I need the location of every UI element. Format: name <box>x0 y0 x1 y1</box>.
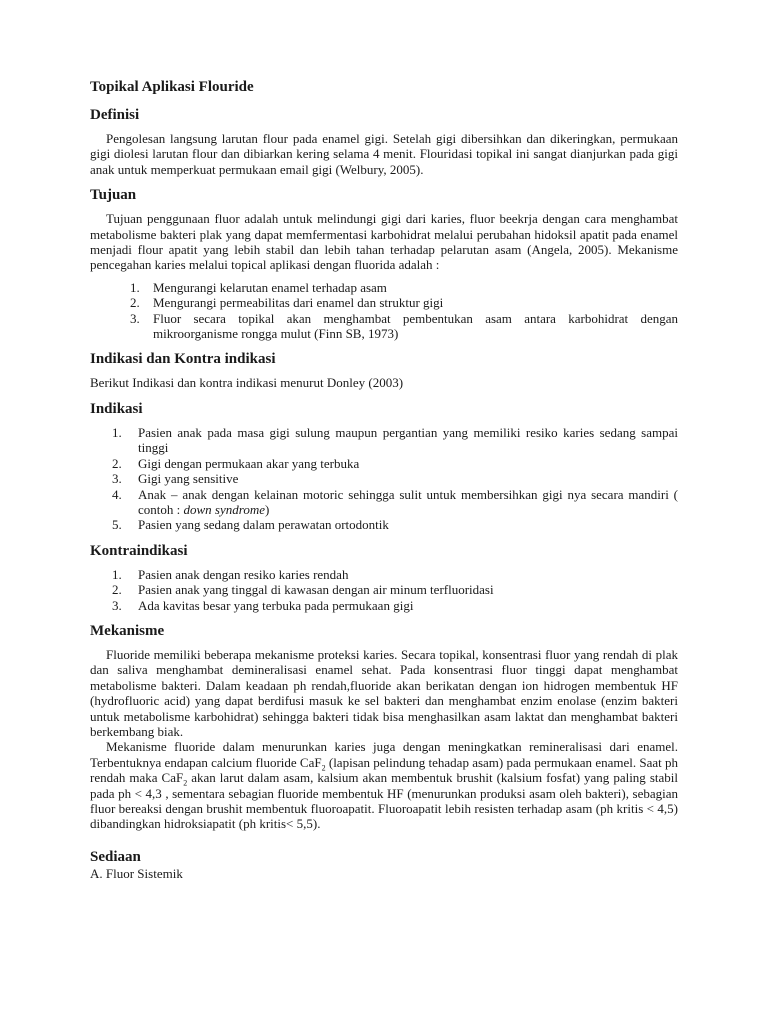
list-item <box>90 598 678 613</box>
indikasi-kontra-paragraph: Berikut Indikasi dan kontra indikasi menurut Donley (2003) <box>90 375 404 391</box>
mekanisme-paragraph-2 <box>90 739 678 831</box>
tujuan-paragraph: Tujuan penggunaan fluor adalah untuk melindungi gigi dari karies, fluor beekrja dengan cara menghambat metabolisme bakteri plak yang dapat memfermentasi karbohidrat melalui perubahan hidoksil apatit pada enamel menjadi flour apatit yang lebih stabil dan lebih tahan terhadap pelarutan asam (Angela, 2005). Mekanisme pencegahan karies melalui topical aplikasi dengan fluorida adalah : <box>90 211 678 273</box>
heading-kontraindikasi: Kontraindikasi <box>90 542 188 559</box>
list-text-italic: down syndrome <box>183 501 265 517</box>
list-item <box>90 471 678 486</box>
list-item <box>90 582 678 597</box>
list-item <box>90 456 678 471</box>
list-number: 1. <box>112 566 122 582</box>
list-item <box>90 280 678 295</box>
heading-definisi: Definisi <box>90 107 140 123</box>
kontraindikasi-list <box>90 567 678 613</box>
heading-indikasi: Indikasi <box>90 400 143 417</box>
mekanisme-text-a: Mekanisme fluoride dalam menurunkan karies juga dengan meningkatkan remineralisasi dari enamel. Terbentuknya endapan calcium fluoride CaF <box>90 739 678 770</box>
list-number: 4. <box>112 486 122 502</box>
list-item <box>90 425 678 456</box>
list-text: Mengurangi kelarutan enamel terhadap asam <box>153 279 387 295</box>
definisi-paragraph: Pengolesan langsung larutan flour pada enamel gigi. Setelah gigi dibersihkan dan dikeringkan, permukaan gigi diolesi larutan flour dan dibiarkan kering selama 4 menit. Flouridasi topikal ini sangat dianjurkan pada gigi anak untuk memperkuat permukaan email gigi (Welbury, 2005). <box>90 131 678 177</box>
heading-indikasi-kontra: Indikasi dan Kontra indikasi <box>90 351 276 368</box>
sediaan-subheading: A. Fluor Sistemik <box>90 865 183 881</box>
list-text: Pasien yang sedang dalam perawatan ortodontik <box>138 517 389 533</box>
subscript: 2 <box>183 778 188 788</box>
document-title: Topikal Aplikasi Flouride <box>90 79 254 95</box>
list-text: Pasien anak dengan resiko karies rendah <box>138 566 349 582</box>
mekanisme-text-c: akan larut dalam asam, kalsium akan membentuk brushit (kalsium fosfat) yang paling stabil pada ph < 4,3 , sementara sebagian fluoride membentuk HF (menurunkan produksi asam oleh bakteri), sebagian fluor bereaksi dengan brushit membentuk fluoroapatit. Fluoroapatit lebih resisten terhadap asam (ph kritis < 4,5) dibandingkan hidroksiapatit (ph kritis< 5,5). <box>90 770 678 832</box>
list-number: 1. <box>112 424 122 440</box>
list-item <box>90 295 678 310</box>
list-text-end: ) <box>265 501 270 517</box>
list-text: Gigi dengan permukaan akar yang terbuka <box>138 455 360 471</box>
list-text: Gigi yang sensitive <box>138 471 239 487</box>
list-item <box>90 517 678 532</box>
list-number: 1. <box>130 279 140 295</box>
heading-tujuan: Tujuan <box>90 187 137 204</box>
subscript: 2 <box>321 763 326 773</box>
mekanisme-text-b: (lapisan pelindung tehadap asam) pada permukaan enamel. Saat ph rendah maka CaF <box>90 754 678 786</box>
list-number: 3. <box>112 597 122 613</box>
list-number: 2. <box>112 455 122 471</box>
list-number: 5. <box>112 517 122 533</box>
indikasi-list <box>90 425 678 533</box>
list-text: Mengurangi permeabilitas dari enamel dan struktur gigi <box>153 295 444 311</box>
heading-mekanisme: Mekanisme <box>90 622 165 639</box>
list-text: Pasien anak pada masa gigi sulung maupun pergantian yang memiliki resiko karies sedang sampai tinggi <box>138 424 678 456</box>
list-text: Ada kavitas besar yang terbuka pada permukaan gigi <box>138 597 414 613</box>
list-number: 2. <box>112 582 122 598</box>
list-item <box>90 567 678 582</box>
list-text: Fluor secara topikal akan menghambat pembentukan asam antara karbohidrat dengan mikroorganisme rongga mulut (Finn SB, 1973) <box>153 310 678 342</box>
tujuan-list <box>90 280 678 342</box>
list-number: 3. <box>130 310 140 326</box>
list-text: Pasien anak yang tinggal di kawasan dengan air minum terfluoridasi <box>138 582 494 598</box>
list-text: Anak – anak dengan kelainan motoric sehingga sulit untuk membersihkan gigi nya secara mandiri ( contoh : <box>138 486 678 517</box>
heading-sediaan: Sediaan <box>90 848 141 865</box>
list-number: 3. <box>112 471 122 487</box>
mekanisme-paragraph-1: Fluoride memiliki beberapa mekanisme proteksi karies. Secara topikal, konsentrasi fluor yang rendah di plak dan saliva menghambat demineralisasi enamel sehat. Pada konsentrasi fluor tinggi dapat menghambat metabolisme bakteri. Dalam keadaan ph rendah,fluoride akan berikatan dengan ion hidrogen membentuk HF (hydrofluoric acid) yang dapat berdifusi masuk ke sel bakteri dan menghambat enzim enolase (enzim bakteri untuk metabolisme karbohidrat) sehingga bakteri tidak bisa menghasilkan asam laktat dan menghambat bakteri berkembang biak. <box>90 646 678 739</box>
list-item <box>90 311 678 342</box>
list-item <box>90 487 678 518</box>
list-number: 2. <box>130 295 140 311</box>
